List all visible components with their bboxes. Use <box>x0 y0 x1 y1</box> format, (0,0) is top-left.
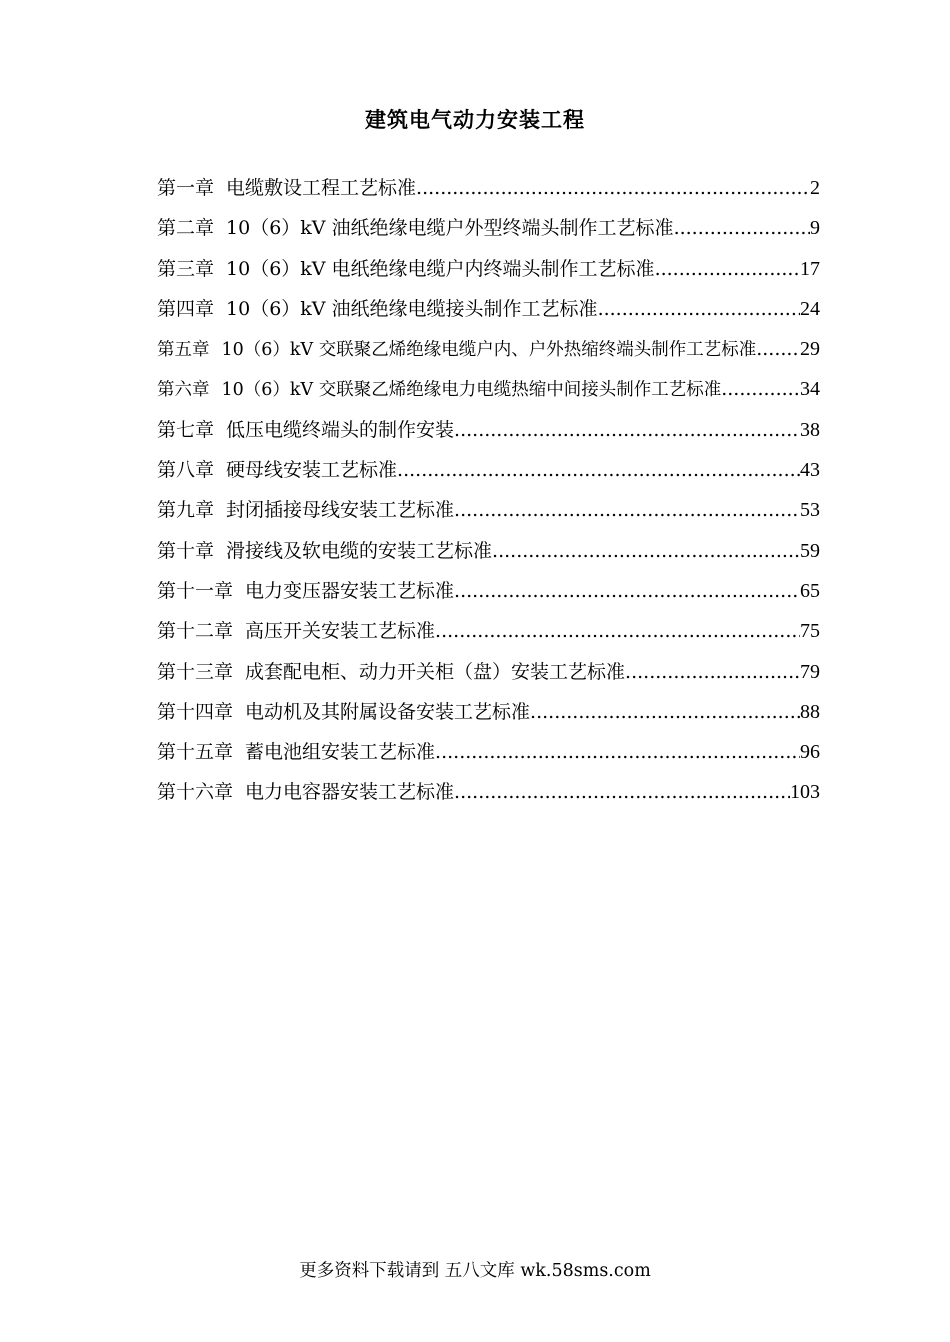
toc-dot-leader <box>598 289 800 329</box>
toc-page-number: 59 <box>800 539 820 562</box>
toc-chapter-label: 第二章 <box>157 217 215 240</box>
toc-entry[interactable] <box>157 289 820 329</box>
toc-dot-leader <box>721 369 800 409</box>
toc-chapter-label: 第十三章 <box>157 660 234 683</box>
toc-entry-title: 滑接线及软电缆的安装工艺标准 <box>226 539 493 562</box>
toc-entry[interactable] <box>157 692 820 732</box>
toc-page-number: 17 <box>800 257 820 280</box>
table-of-contents <box>157 168 820 813</box>
toc-entry[interactable] <box>157 531 820 571</box>
toc-dot-leader <box>625 652 800 692</box>
toc-entry-title: 成套配电柜、动力开关柜（盘）安装工艺标准 <box>245 660 626 683</box>
toc-page-number: 79 <box>800 660 820 683</box>
toc-dot-leader <box>655 249 800 289</box>
toc-entry-title: 电力变压器安装工艺标准 <box>245 579 455 602</box>
toc-entry[interactable] <box>157 450 820 490</box>
toc-dot-leader <box>416 168 810 208</box>
toc-page-number: 103 <box>790 781 820 804</box>
toc-entry-title: 电力电容器安装工艺标准 <box>245 781 455 804</box>
toc-page-number: 2 <box>810 177 820 199</box>
toc-page-number: 65 <box>800 579 820 602</box>
toc-chapter-label: 第七章 <box>157 418 215 441</box>
toc-dot-leader <box>454 772 790 812</box>
toc-chapter-label: 第十章 <box>157 539 215 562</box>
toc-chapter-label: 第十五章 <box>157 741 234 764</box>
toc-entry-title: 10（6）kV 交联聚乙烯绝缘电缆户内、户外热缩终端头制作工艺标准 <box>221 340 757 361</box>
toc-page-number: 24 <box>800 297 820 320</box>
toc-page-number: 96 <box>800 741 820 764</box>
toc-page-number: 9 <box>810 217 820 240</box>
toc-page-number: 38 <box>800 418 820 441</box>
toc-dot-leader <box>454 490 800 530</box>
page-footer: 更多资料下载请到 五八文库 wk.58sms.com <box>299 1261 651 1281</box>
toc-chapter-label: 第八章 <box>157 459 215 482</box>
toc-entry[interactable] <box>157 571 820 611</box>
toc-entry-title: 10（6）kV 油纸绝缘电缆户外型终端头制作工艺标准 <box>226 217 674 240</box>
toc-dot-leader <box>397 450 800 490</box>
page-title: 建筑电气动力安装工程 <box>365 107 585 132</box>
toc-chapter-label: 第十一章 <box>157 579 234 602</box>
toc-entry[interactable] <box>157 611 820 651</box>
toc-entry[interactable] <box>157 329 820 369</box>
toc-chapter-label: 第十二章 <box>157 620 234 643</box>
toc-entry-title: 低压电缆终端头的制作安装 <box>226 418 455 441</box>
toc-entry[interactable] <box>157 490 820 530</box>
toc-page-number: 53 <box>800 499 820 522</box>
toc-chapter-label: 第五章 <box>157 340 210 361</box>
toc-entry-title: 10（6）kV 油纸绝缘电缆接头制作工艺标准 <box>226 297 598 320</box>
toc-entry-title: 电缆敷设工程工艺标准 <box>226 177 417 199</box>
toc-entry[interactable] <box>157 369 820 409</box>
toc-page-number: 43 <box>800 459 820 482</box>
toc-entry-title: 10（6）kV 电纸绝缘电缆户内终端头制作工艺标准 <box>226 257 655 280</box>
toc-entry[interactable] <box>157 249 820 289</box>
toc-dot-leader <box>435 611 800 651</box>
toc-entry[interactable] <box>157 410 820 450</box>
toc-chapter-label: 第九章 <box>157 499 215 522</box>
toc-entry[interactable] <box>157 772 820 812</box>
toc-entry-title: 10（6）kV 交联聚乙烯绝缘电力电缆热缩中间接头制作工艺标准 <box>221 380 722 401</box>
toc-chapter-label: 第六章 <box>157 380 210 401</box>
toc-chapter-label: 第十六章 <box>157 781 234 804</box>
toc-entry-title: 蓄电池组安装工艺标准 <box>245 741 436 764</box>
toc-chapter-label: 第一章 <box>157 177 215 199</box>
toc-dot-leader <box>530 692 800 732</box>
toc-entry[interactable] <box>157 652 820 692</box>
toc-page-number: 75 <box>800 620 820 643</box>
toc-chapter-label: 第三章 <box>157 257 215 280</box>
toc-dot-leader <box>454 410 800 450</box>
toc-entry-title: 封闭插接母线安装工艺标准 <box>226 499 455 522</box>
toc-entry[interactable] <box>157 732 820 772</box>
toc-chapter-label: 第四章 <box>157 297 215 320</box>
toc-dot-leader <box>435 732 800 772</box>
toc-dot-leader <box>492 531 800 571</box>
toc-entry-title: 电动机及其附属设备安装工艺标准 <box>245 700 531 723</box>
toc-dot-leader <box>454 571 800 611</box>
toc-entry[interactable] <box>157 168 820 208</box>
toc-dot-leader <box>756 329 800 369</box>
toc-entry-title: 硬母线安装工艺标准 <box>226 459 398 482</box>
toc-entry-title: 高压开关安装工艺标准 <box>245 620 436 643</box>
toc-page-number: 34 <box>800 378 820 401</box>
toc-chapter-label: 第十四章 <box>157 700 234 723</box>
toc-page-number: 88 <box>800 700 820 723</box>
toc-page-number: 29 <box>800 338 820 361</box>
toc-entry[interactable] <box>157 208 820 248</box>
toc-dot-leader <box>674 208 810 248</box>
